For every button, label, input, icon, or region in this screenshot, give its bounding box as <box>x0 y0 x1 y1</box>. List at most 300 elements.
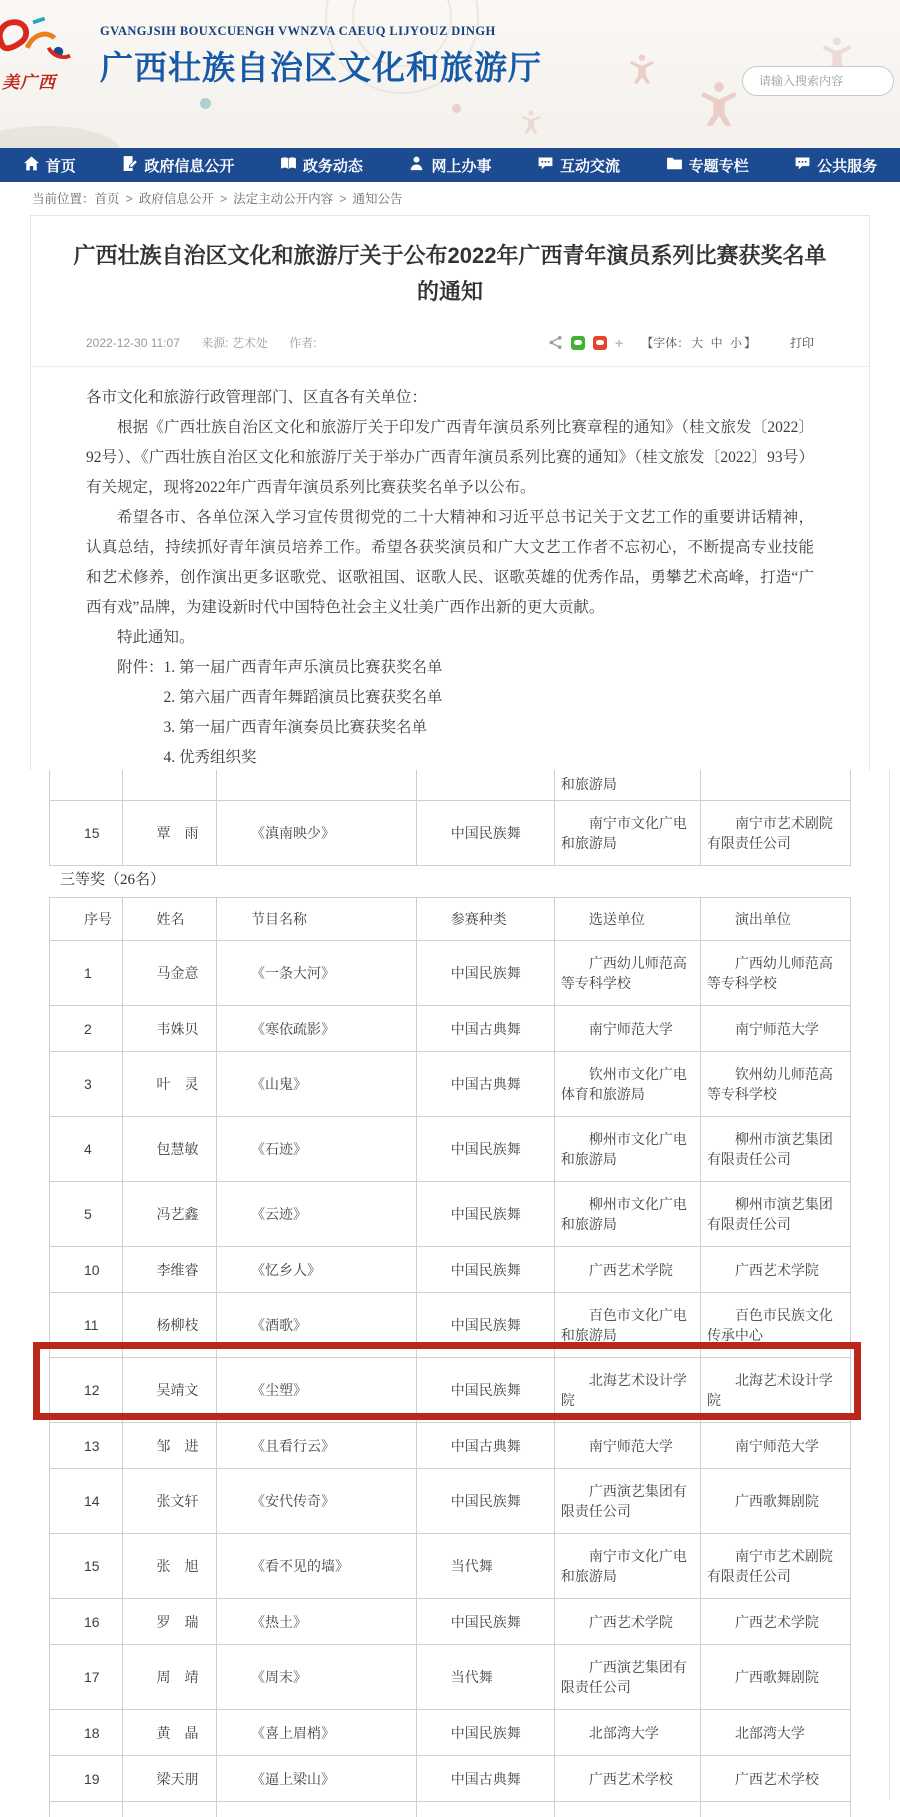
table-cell <box>50 1117 123 1181</box>
nav-item-label: 政务动态 <box>302 157 363 175</box>
table-cell-text: 广西艺术学院 <box>734 1613 819 1630</box>
table-cell <box>417 1247 555 1292</box>
table-row <box>50 1710 850 1756</box>
table-header-cell <box>701 898 850 940</box>
table-cell <box>417 1710 555 1755</box>
table-cell <box>50 1802 123 1817</box>
attachments-label: 附件： <box>117 659 164 676</box>
table-row <box>50 1182 850 1247</box>
section-label-third-prize: 三等奖（26名） <box>60 872 166 888</box>
table-row <box>50 1293 850 1358</box>
table-cell <box>50 1052 123 1116</box>
breadcrumb <box>32 189 403 207</box>
table-cell <box>417 1645 555 1709</box>
table-cell <box>217 1802 417 1817</box>
table-cell-text: 12 <box>84 1382 100 1398</box>
table-cell <box>123 1469 217 1533</box>
table-cell <box>217 1182 417 1246</box>
awards-table <box>49 897 851 1817</box>
table-cell-text: 《且看行云》 <box>250 1437 335 1454</box>
table-cell <box>701 1599 850 1644</box>
table-cell-text: 中国民族舞 <box>450 1261 521 1278</box>
table-cell-text: 《周末》 <box>250 1669 307 1685</box>
table-cell-text: 北部湾大学 <box>588 1724 659 1741</box>
table-cell <box>555 1534 701 1598</box>
table-cell <box>417 1423 555 1468</box>
table-cell <box>217 1645 417 1709</box>
table-cell-text: 中国民族舞 <box>450 1317 521 1333</box>
table-cell-text: 钦州幼儿师范高等专科学校 <box>706 1066 833 1102</box>
table-cell <box>50 1006 123 1051</box>
table-cell <box>217 1117 417 1181</box>
nav-item-label: 专题专栏 <box>688 157 749 175</box>
table-cell-text: 包慧敏 <box>156 1141 199 1157</box>
table-cell <box>123 1802 217 1817</box>
table-row <box>50 1423 850 1469</box>
table-cell <box>555 1247 701 1292</box>
nav-item-4[interactable] <box>408 155 491 176</box>
chat-bubble-icon <box>537 155 554 176</box>
table-cell-text: 《喜上眉梢》 <box>250 1724 335 1741</box>
table-cell <box>701 1293 850 1357</box>
table-cell-text: 吴靖文 <box>156 1382 199 1398</box>
table-cell <box>555 1645 701 1709</box>
table-cell-text: 南宁师范大学 <box>588 1437 673 1454</box>
table-row <box>50 1534 850 1599</box>
table-cell <box>555 941 701 1005</box>
table-cell-text: 16 <box>84 1613 100 1630</box>
table-cell-text: 广西艺术学校 <box>588 1770 673 1787</box>
table-cell-text: 百色市文化广电和旅游局 <box>560 1307 687 1343</box>
table-cell-text: 5 <box>84 1206 92 1222</box>
table-cell-text: 10 <box>84 1261 100 1278</box>
table-row <box>50 1117 850 1182</box>
table-cell-text: 马金意 <box>156 965 199 981</box>
table-cell-text: 北海艺术设计学院 <box>706 1372 833 1408</box>
table-cell-text: 《一条大河》 <box>250 965 335 981</box>
article-meta-right <box>548 334 814 351</box>
table-row <box>50 1006 850 1052</box>
table-header-cell <box>123 898 217 940</box>
table-cell <box>555 1117 701 1181</box>
table-cell-text: 中国民族舞 <box>450 825 521 841</box>
petroglyph-figure-icon <box>698 78 740 130</box>
article-card <box>30 215 870 771</box>
table-cell <box>50 941 123 1005</box>
banner-decoration-dot <box>200 98 211 109</box>
article-source: 来源: 艺术处 <box>201 336 268 350</box>
search-box[interactable] <box>742 66 894 96</box>
article-body <box>31 383 869 771</box>
table-cell-text: 周 靖 <box>156 1669 199 1685</box>
table-cell-text: 冯艺鑫 <box>156 1206 199 1222</box>
table-cell-text: 广西艺术学校 <box>734 1770 819 1787</box>
table-cell <box>123 941 217 1005</box>
table-cell-text: 《寒依疏影》 <box>250 1020 335 1037</box>
table-cell-text: 北部湾大学 <box>734 1724 805 1741</box>
breadcrumb-link[interactable]: 法定主动公开内容 <box>233 192 334 206</box>
breadcrumb-separator: > <box>339 192 347 206</box>
weibo-share-icon[interactable] <box>593 336 607 350</box>
table-cell-text: 15 <box>84 825 100 841</box>
table-cell <box>417 1117 555 1181</box>
table-cell-text: 南宁师范大学 <box>588 1020 673 1037</box>
table-cell-text: 《安代传奇》 <box>250 1493 335 1509</box>
table-cell-text: 南宁市艺术剧院有限责任公司 <box>706 815 833 851</box>
breadcrumb-link[interactable]: 政府信息公开 <box>138 192 214 206</box>
awards-table-section <box>0 770 900 1800</box>
table-cell-text: 中国古典舞 <box>450 1770 521 1787</box>
table-cell-text: 韦姝贝 <box>156 1020 199 1037</box>
table-cell-text: 南宁市艺术剧院有限责任公司 <box>706 1548 833 1584</box>
table-cell-text: 柳州市演艺集团有限责任公司 <box>706 1131 833 1167</box>
table-cell <box>123 1534 217 1598</box>
table-cell-text: 《滇南映少》 <box>250 825 335 841</box>
article-paragraph: 特此通知。 <box>117 629 195 646</box>
table-cell <box>123 801 217 865</box>
nav-item-1[interactable] <box>23 155 76 176</box>
partial-table-row <box>50 770 850 801</box>
table-row <box>50 1469 850 1534</box>
table-cell-text: 中国民族舞 <box>450 1206 521 1222</box>
table-cell-text: 张文轩 <box>156 1493 199 1509</box>
table-cell-text: 广西歌舞剧院 <box>734 1669 819 1685</box>
article-meta <box>31 334 869 367</box>
table-cell <box>417 1469 555 1533</box>
table-cell <box>50 1756 123 1801</box>
table-row <box>50 1247 850 1293</box>
table-header-cell <box>417 898 555 940</box>
table-cell-text: 李维睿 <box>156 1261 199 1278</box>
table-cell-text: 广西艺术学院 <box>588 1613 673 1630</box>
nav-item-6[interactable] <box>666 155 749 176</box>
table-cell <box>123 1006 217 1051</box>
table-cell <box>50 801 123 865</box>
table-cell-text: 《热土》 <box>250 1613 307 1630</box>
table-cell <box>417 1293 555 1357</box>
article-paragraph: 根据《广西壮族自治区文化和旅游厅关于印发广西青年演员系列比赛章程的通知》（桂文旅发〔2022〕92号）、《广西壮族自治区文化和旅游厅关于举办广西青年演员系列比赛的通知》（桂文旅发〔2022〕93号）有关规定，现将2022年广西青年演员系列比赛获奖名单予以公布。 <box>86 419 814 496</box>
table-cell-text: 中国民族舞 <box>450 1493 521 1509</box>
table-row-highlighted <box>50 1358 850 1423</box>
attachments-line <box>86 653 814 683</box>
table-cell <box>123 1117 217 1181</box>
table-cell-text: 广西艺术学院 <box>588 1261 673 1278</box>
table-cell-text: 广西演艺集团有限责任公司 <box>560 1483 687 1519</box>
site-logo <box>0 12 96 122</box>
table-cell <box>555 1293 701 1357</box>
nav-item-2[interactable] <box>121 155 234 176</box>
table-cell-text: 演出单位 <box>734 911 791 927</box>
table-cell <box>217 1006 417 1051</box>
table-cell <box>217 1599 417 1644</box>
table-cell <box>701 770 850 800</box>
wechat-share-icon[interactable] <box>571 336 585 350</box>
table-cell <box>555 770 701 800</box>
table-cell-text: 中国民族舞 <box>450 1141 521 1157</box>
publish-datetime: 2022-12-30 11:07 <box>86 336 180 350</box>
search-input[interactable] <box>757 68 879 94</box>
main-navigation <box>0 148 900 182</box>
awards-table-fragment <box>49 770 851 866</box>
table-cell-text: 17 <box>84 1669 100 1685</box>
nav-item-7[interactable] <box>794 155 877 176</box>
table-cell <box>555 1802 701 1817</box>
home-icon <box>23 155 40 176</box>
table-cell <box>123 1710 217 1755</box>
table-cell <box>555 1006 701 1051</box>
site-title: 广西壮族自治区文化和旅游厅 <box>100 51 542 87</box>
table-cell <box>417 801 555 865</box>
table-cell-text: 15 <box>84 1558 100 1574</box>
font-size-medium[interactable]: 中 <box>710 336 723 350</box>
table-cell <box>555 1710 701 1755</box>
table-cell <box>701 1802 850 1817</box>
table-cell <box>123 1052 217 1116</box>
table-cell-text: 《看不见的墙》 <box>250 1558 349 1574</box>
table-cell <box>417 1182 555 1246</box>
table-cell <box>217 1710 417 1755</box>
table-cell-text: 广西幼儿师范高等专科学校 <box>560 955 687 991</box>
font-size-label: 【字体： <box>641 336 690 350</box>
table-cell <box>123 1599 217 1644</box>
table-cell <box>50 1293 123 1357</box>
table-cell <box>217 1358 417 1422</box>
table-cell-text: 中国古典舞 <box>450 1020 521 1037</box>
table-cell <box>123 1293 217 1357</box>
table-cell <box>50 1534 123 1598</box>
table-cell-text: 邹 进 <box>156 1437 199 1454</box>
table-cell-text: 《尘塑》 <box>250 1382 307 1398</box>
print-button[interactable]: 打印 <box>789 336 814 350</box>
table-cell <box>701 1645 850 1709</box>
article-paragraph: 各市文化和旅游行政管理部门、区直各有关单位： <box>86 389 428 406</box>
page-title: 广西壮族自治区文化和旅游厅关于公布2022年广西青年演员系列比赛获奖名单的通知 <box>73 243 827 304</box>
table-cell-text: 张 旭 <box>156 1558 199 1574</box>
table-cell <box>50 1358 123 1422</box>
table-cell <box>701 1358 850 1422</box>
table-row <box>50 1052 850 1117</box>
table-cell-text: 序号 <box>84 911 112 927</box>
site-banner <box>0 0 900 148</box>
table-cell-text: 参赛种类 <box>450 911 507 927</box>
chat-bubble-icon <box>794 155 811 176</box>
table-cell <box>417 1358 555 1422</box>
table-cell <box>555 1358 701 1422</box>
table-cell <box>50 1599 123 1644</box>
table-cell-text: 《山鬼》 <box>250 1076 307 1092</box>
table-cell <box>123 1247 217 1292</box>
open-book-icon <box>280 155 297 176</box>
nav-item-3[interactable] <box>280 155 363 176</box>
table-cell <box>217 770 417 800</box>
table-cell <box>701 1006 850 1051</box>
table-cell <box>217 1756 417 1801</box>
table-cell <box>701 1423 850 1468</box>
font-size-large[interactable]: 大 <box>691 336 704 350</box>
table-cell-text: 柳州市文化广电和旅游局 <box>560 1196 687 1232</box>
table-cell-text: 杨柳枝 <box>156 1317 199 1333</box>
table-cell-text: 中国民族舞 <box>450 1724 521 1741</box>
table-cell <box>701 1756 850 1801</box>
table-cell <box>701 1534 850 1598</box>
table-cell-text: 4 <box>84 1141 92 1157</box>
person-icon <box>408 155 425 176</box>
table-cell <box>555 1423 701 1468</box>
table-header-row <box>50 898 850 941</box>
table-cell <box>217 1247 417 1292</box>
table-row <box>50 1599 850 1645</box>
more-share-icon[interactable]: + <box>615 334 624 351</box>
font-size-label-end: 】 <box>743 336 756 350</box>
table-cell <box>555 1599 701 1644</box>
table-cell <box>701 1182 850 1246</box>
table-cell <box>555 1469 701 1533</box>
table-cell-text: 《石迹》 <box>250 1141 307 1157</box>
partial-table-row <box>50 1802 850 1817</box>
table-cell <box>417 1006 555 1051</box>
table-cell-text: 姓名 <box>156 911 185 927</box>
table-cell-text: 中国古典舞 <box>450 1076 521 1092</box>
table-header-cell <box>50 898 123 940</box>
table-cell-text: 南宁师范大学 <box>734 1020 819 1037</box>
table-cell <box>123 1645 217 1709</box>
table-cell <box>50 1710 123 1755</box>
breadcrumb-separator: > <box>219 192 228 206</box>
table-cell <box>217 1293 417 1357</box>
table-cell-text: 2 <box>84 1020 92 1037</box>
table-cell-text: 北海艺术设计学院 <box>560 1372 687 1408</box>
font-size-small[interactable]: 小 <box>729 336 742 350</box>
table-cell <box>555 1756 701 1801</box>
table-cell <box>217 1469 417 1533</box>
table-cell-text: 柳州市文化广电和旅游局 <box>560 1131 687 1167</box>
table-cell <box>417 1599 555 1644</box>
table-cell <box>701 1710 850 1755</box>
table-cell <box>701 1247 850 1292</box>
table-cell-text: 覃 雨 <box>156 825 199 841</box>
table-cell-text: 广西艺术学院 <box>734 1261 819 1278</box>
table-row <box>50 941 850 1006</box>
logo-glyph-icon <box>0 14 72 66</box>
table-cell-text: 和旅游局 <box>560 776 617 792</box>
table-cell <box>50 770 123 800</box>
table-cell <box>555 1052 701 1116</box>
table-cell <box>217 1423 417 1468</box>
table-cell <box>417 1534 555 1598</box>
breadcrumb-link[interactable]: 通知公告 <box>352 192 403 206</box>
petroglyph-figure-icon <box>628 52 656 86</box>
table-cell-text: 中国民族舞 <box>450 1613 521 1630</box>
table-cell <box>50 1247 123 1292</box>
table-row <box>50 1756 850 1802</box>
table-cell-text: 中国民族舞 <box>450 965 521 981</box>
table-cell <box>701 1469 850 1533</box>
nav-item-label: 政府信息公开 <box>144 157 235 175</box>
banner-decoration-dot <box>452 104 461 113</box>
table-cell-text: 南宁市文化广电和旅游局 <box>560 1548 687 1584</box>
attachment-item: 4. 优秀组织奖 <box>163 749 257 766</box>
attachment-item: 3. 第一届广西青年演奏员比赛获奖名单 <box>163 719 428 736</box>
nav-item-label: 公共服务 <box>817 157 878 175</box>
table-cell <box>217 941 417 1005</box>
table-cell-text: 罗 瑞 <box>156 1613 199 1630</box>
table-cell <box>50 1182 123 1246</box>
table-cell <box>50 1423 123 1468</box>
nav-item-5[interactable] <box>537 155 620 176</box>
article-author: 作者: <box>289 336 317 350</box>
table-cell-text: 广西幼儿师范高等专科学校 <box>706 955 833 991</box>
table-cell <box>417 941 555 1005</box>
table-cell-text: 广西演艺集团有限责任公司 <box>560 1659 687 1695</box>
table-cell-text: 《逼上梁山》 <box>250 1770 335 1787</box>
table-cell-text: 南宁市文化广电和旅游局 <box>560 815 687 851</box>
table-cell <box>123 1756 217 1801</box>
logo-text: 美广西 <box>2 73 56 92</box>
table-cell-text: 选送单位 <box>588 911 645 927</box>
nav-item-label: 互动交流 <box>560 157 621 175</box>
table-cell <box>701 941 850 1005</box>
table-cell <box>217 1534 417 1598</box>
table-cell <box>417 1756 555 1801</box>
table-cell <box>417 770 555 800</box>
breadcrumb-separator: > <box>125 192 133 206</box>
table-cell <box>701 801 850 865</box>
nav-item-label: 首页 <box>45 157 76 175</box>
table-header-cell <box>217 898 417 940</box>
table-cell-text: 3 <box>84 1076 92 1092</box>
folder-icon <box>666 155 683 176</box>
table-cell <box>555 801 701 865</box>
table-cell <box>123 770 217 800</box>
attachment-item: 2. 第六届广西青年舞蹈演员比赛获奖名单 <box>163 689 443 706</box>
page-right-border <box>889 770 890 1800</box>
table-cell-text: 百色市民族文化传承中心 <box>706 1307 833 1343</box>
table-cell-text: 《忆乡人》 <box>250 1261 321 1278</box>
table-cell-text: 叶 灵 <box>156 1076 199 1092</box>
table-cell-text: 1 <box>84 965 92 981</box>
table-cell-text: 中国民族舞 <box>450 1382 521 1398</box>
table-cell <box>123 1423 217 1468</box>
table-cell-text: 节目名称 <box>250 911 307 927</box>
table-cell-text: 广西歌舞剧院 <box>734 1493 819 1509</box>
table-cell-text: 梁天朋 <box>156 1770 199 1787</box>
table-cell-text: 南宁师范大学 <box>734 1437 819 1454</box>
article-paragraph: 希望各市、各单位深入学习宣传贯彻党的二十大精神和习近平总书记关于文艺工作的重要讲话精神，认真总结，持续抓好青年演员培养工作。希望各获奖演员和广大文艺工作者不忘初心，不断提高专业技能和艺术修养，创作演出更多讴歌党、讴歌祖国、讴歌人民、讴歌英雄的优秀作品，勇攀艺术高峰，打造“广西有戏”品牌，为建设新时代中国特色社会主义壮美广西作出新的更大贡献。 <box>86 509 814 616</box>
table-row <box>50 1645 850 1710</box>
table-cell-text: 柳州市演艺集团有限责任公司 <box>706 1196 833 1232</box>
table-cell <box>417 1802 555 1817</box>
attachment-item: 1. 第一届广西青年声乐演员比赛获奖名单 <box>163 659 443 676</box>
breadcrumb-link[interactable]: 首页 <box>94 192 120 206</box>
share-icon[interactable] <box>548 335 563 350</box>
table-cell-text: 11 <box>84 1317 99 1333</box>
table-cell-text: 14 <box>84 1493 100 1509</box>
petroglyph-figure-icon <box>520 108 542 136</box>
table-cell-text: 19 <box>84 1770 100 1787</box>
table-cell <box>50 1469 123 1533</box>
table-cell <box>701 1117 850 1181</box>
table-cell-text: 黄 晶 <box>156 1724 199 1741</box>
table-cell-text: 中国古典舞 <box>450 1437 521 1454</box>
table-cell <box>50 1645 123 1709</box>
article-meta-left <box>86 334 335 351</box>
table-cell-text: 钦州市文化广电体育和旅游局 <box>560 1066 687 1102</box>
table-cell <box>555 1182 701 1246</box>
document-pen-icon <box>121 155 138 176</box>
table-cell-text: 《云迹》 <box>250 1206 307 1222</box>
table-header-cell <box>555 898 701 940</box>
table-cell-text: 18 <box>84 1724 100 1741</box>
